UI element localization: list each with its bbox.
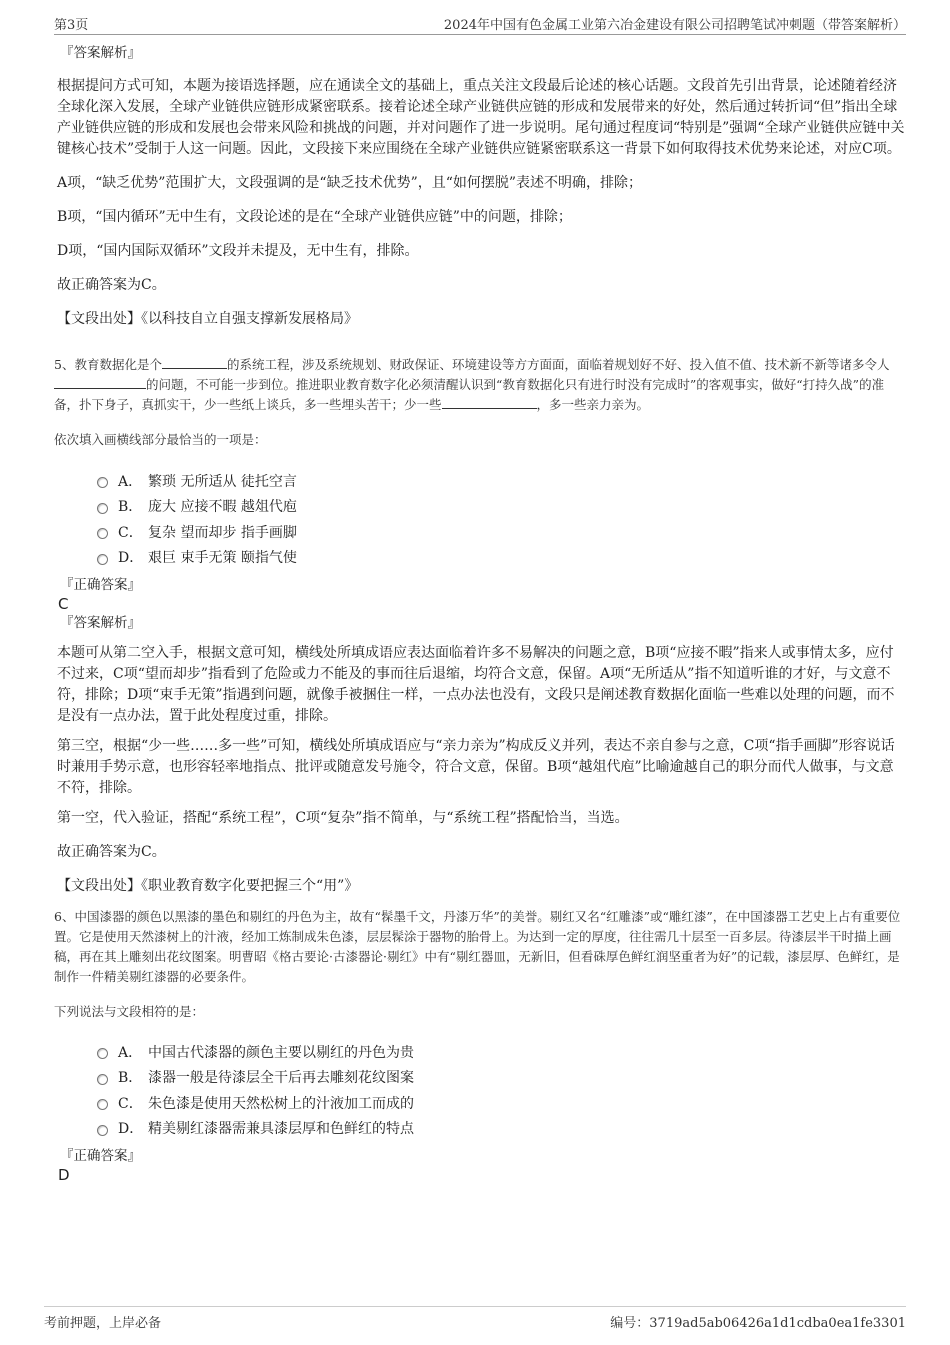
option-b[interactable]: B． 庞大 应接不暇 越俎代庖 [97,494,906,520]
blank-1 [162,356,227,369]
question-6-options [97,1039,906,1141]
analysis-paragraph: 本题可从第二空入手，根据文意可知，横线处所填成语应表达面临着许多不易解决的问题之意，B项“应接不暇”指来人或事情太多，应付不过来，C项“望而却步”指看到了危险或力不能及的事而往后退缩，均符合文意，保留。A项“无所适从”指不知道听谁的才好，与文意不符，排除；D项“束手无策”指遇到问题，就像手被捆住一样，一点办法也没有，文段只是阐述教育数据化面临一些难以处理的问题，而不是没有一点办法，置于此处程度过重，排除。 [57,645,895,724]
option-d[interactable]: D． 精美剔红漆器需兼具漆层厚和色鲜红的特点 [97,1116,906,1142]
footer-serial: 编号：3719ad5ab06426a1d1cdba0ea1fe3301 [610,1316,906,1331]
analysis-paragraph: 根据提问方式可知，本题为接语选择题，应在通读全文的基础上，重点关注文段最后论述的核心话题。文段首先引出背景，论述随着经济全球化深入发展，全球产业链供应链形成紧密联系。接着论述全球产业链供应链的形成和发展带来的好处，然后通过转折词“但”指出全球产业链供应链的形成和发展也会带来风险和挑战的问题，并对问题作了进一步说明。尾句通过程度词“特别是”强调“全球产业链供应链中关键核心技术”受制于人这一问题。因此，文段接下来应围绕在全球产业链供应链紧密联系这一背景下如何取得技术优势来论述，对应C项。 [57,78,905,157]
radio-icon[interactable] [97,1048,108,1059]
analysis-paragraph: D项，“国内国际双循环”文段并未提及，无中生有，排除。 [57,243,419,259]
option-c[interactable]: C． 复杂 望而却步 指手画脚 [97,519,906,545]
question-5-text: 5、教育数据化是个 的系统工程，涉及系统规划、财政保证、环境建设等方方面面，面临着规划好不好、投入值不值、技术新不新等诸多令人的问题，不可能一步到位。推进职业教育数字化必须清醒认识到“教育数据化只有进行时没有完成时”的客观事实，做好“打持久战”的准备，扑下身子，真抓实干，少一些纸上谈兵，多一些埋头苦干；少一些 ，多一些亲力亲为。 [54,357,890,412]
option-a[interactable]: A． 中国古代漆器的颜色主要以剔红的丹色为贵 [97,1039,906,1065]
footer-slogan: 考前押题，上岸必备 [44,1316,162,1331]
option-c[interactable]: C． 朱色漆是使用天然松树上的汁液加工而成的 [97,1090,906,1116]
analysis-paragraph: A项，“缺乏优势”范围扩大，文段强调的是“缺乏技术优势”，且“如何摆脱”表述不明确，排除； [57,175,643,191]
radio-icon[interactable] [97,528,108,539]
correct-answer-label: 『正确答案』 [60,577,141,593]
analysis-label: 『答案解析』 [60,615,141,631]
correct-answer-label: 『正确答案』 [60,1148,141,1164]
correct-answer: C [58,595,69,613]
radio-icon[interactable] [97,1074,108,1085]
analysis-paragraph: B项，“国内循环”无中生有，文段论述的是在“全球产业链供应链”中的问题，排除； [57,209,572,225]
option-d[interactable]: D． 艰巨 束手无策 颐指气使 [97,545,906,571]
text-source: 【文段出处】《以科技自立自强支撑新发展格局》 [57,311,358,327]
radio-icon[interactable] [97,1099,108,1110]
question-5-options [97,468,906,570]
correct-answer: D [58,1166,70,1184]
radio-icon[interactable] [97,477,108,488]
blank-3 [442,396,537,409]
question-5-prompt: 依次填入画横线部分最恰当的一项是： [54,432,267,447]
document-title: 2024年中国有色金属工业第六冶金建设有限公司招聘笔试冲刺题（带答案解析） [443,18,906,33]
analysis-paragraph: 第三空，根据“少一些……多一些”可知，横线处所填成语应与“亲力亲为”构成反义并列，表达不亲自参与之意，C项“指手画脚”形容说话时兼用手势示意，也形容轻率地指点、批评或随意发号施令，符合文意，保留。B项“越俎代庖”比喻逾越自己的职分而代人做事，与文意不符，排除。 [57,738,895,796]
question-6-prompt: 下列说法与文段相符的是： [54,1004,205,1019]
footer-divider [44,1306,906,1307]
analysis-paragraph: 第一空，代入验证，搭配“系统工程”，C项“复杂”指不简单，与“系统工程”搭配恰当，当选。 [57,810,629,826]
page-content [54,44,906,1184]
page-number: 第3页 [54,18,89,33]
analysis-label: 『答案解析』 [60,45,141,61]
radio-icon[interactable] [97,554,108,565]
radio-icon[interactable] [97,503,108,514]
radio-icon[interactable] [97,1125,108,1136]
blank-2 [54,376,146,389]
analysis-paragraph: 故正确答案为C。 [57,277,166,293]
question-6-text: 6、中国漆器的颜色以黑漆的墨色和剔红的丹色为主，故有“髹墨千文，丹漆万华”的美誉。剔红又名“红雕漆”或“雕红漆”，在中国漆器工艺史上占有重要位置。它是使用天然漆树上的汁液，经加工炼制成朱色漆，层层髹涂于器物的胎骨上。为达到一定的厚度，往往需几十层至一百多层。待漆层半干时描上画稿，再在其上雕刻出花纹图案。明曹昭《格古要论·古漆器论·剔红》中有“剔红器皿，无新旧，但看硃厚色鲜红润坚重者为好”的记载，漆层厚、色鲜红，是制作一件精美剔红漆器的必要条件。 [54,909,901,984]
page-header [54,12,906,35]
analysis-paragraph: 故正确答案为C。 [57,844,166,860]
option-a[interactable]: A． 繁琐 无所适从 徒托空言 [97,468,906,494]
option-b[interactable]: B． 漆器一般是待漆层全干后再去雕刻花纹图案 [97,1065,906,1091]
text-source: 【文段出处】《职业教育数字化要把握三个“用”》 [57,878,359,894]
